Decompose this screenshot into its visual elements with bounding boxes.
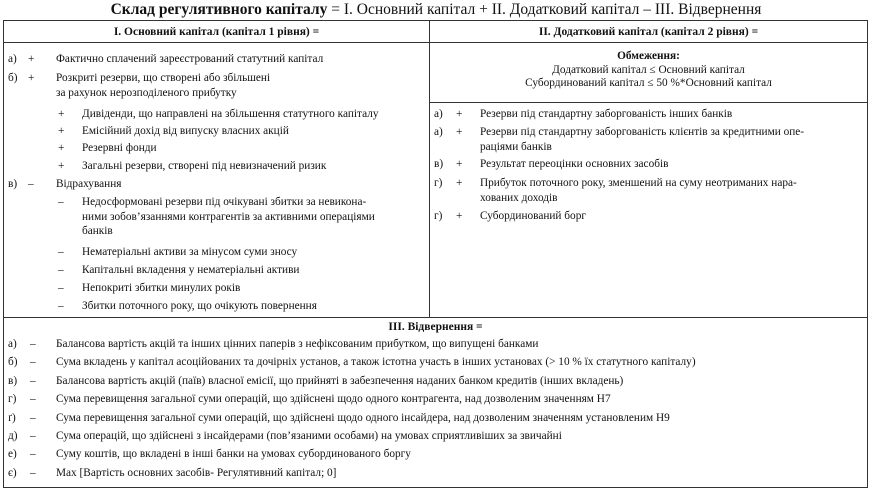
item-text-line: Нематеріальні активи за мінусом суми зносу [82, 246, 298, 258]
item-letter: в) [8, 374, 18, 387]
item-letter: г) [434, 177, 443, 189]
item-letter: г) [434, 210, 443, 222]
limit-line-1: Додатковий капітал ≤ Основний капітал [552, 63, 745, 76]
item-text-line: Прибуток поточного року, зменшений на суму неотриманих нара- [480, 177, 797, 189]
item-text-line: Резерви під стандартну заборгованість інших банків [480, 108, 733, 120]
item-sign: – [28, 178, 34, 190]
item-letter: б) [8, 356, 18, 369]
item-text-line: Капітальні вкладення у нематеріальні активи [82, 264, 300, 276]
item-sign: – [58, 246, 64, 258]
item-text-line: Резервні фонди [82, 142, 157, 154]
section2-header: ІІ. Додатковий капітал (капітал 2 рівня) = [538, 26, 759, 38]
item-text-line: Збитки поточного року, що очікують повернення [82, 300, 317, 312]
item-letter: в) [434, 158, 444, 170]
item-letter: а) [8, 53, 17, 65]
item-sign: + [456, 108, 463, 120]
item-text-line: Розкриті резерви, що створені або збільшені [56, 72, 271, 84]
item-sign: – [30, 374, 36, 387]
item-text: Сума перевищення загальної суми операцій, що здійснені щодо одного контрагента, над дозволеним значенням Н7 [56, 393, 611, 406]
item-sign: + [28, 53, 35, 65]
item-text-line: банків [82, 225, 113, 237]
item-text-line: Резерви під стандартну заборгованість клієнтів за кредитними опе- [480, 126, 805, 138]
title-bold: Склад регулятивного капіталу [110, 1, 328, 18]
item-text-line: Недосформовані резерви під очікувані збитки за невикона- [82, 196, 367, 208]
item-sign: – [58, 196, 64, 208]
item-text-line: за рахунок нерозподіленого прибутку [56, 86, 237, 99]
item-sign: + [456, 177, 463, 189]
item-sign: + [456, 158, 463, 170]
section3-header: ІІІ. Відвернення = [388, 321, 483, 333]
item-letter: ґ) [8, 411, 16, 424]
item-sign: + [456, 126, 463, 138]
limit-line-2: Субординований капітал ≤ 50 %*Основний капітал [525, 77, 772, 89]
item-text: Суму коштів, що вкладені в інші банки на умовах субординованого боргу [56, 448, 411, 461]
item-text-line: Субординований борг [480, 210, 586, 222]
item-letter: б) [8, 72, 18, 84]
item-text-line: ними зобов’язаннями контрагентів за активними операціями [82, 210, 375, 223]
item-text: Балансова вартість акцій (паїв) власної емісії, що прийняті в забезпечення наданих банком кредитів (інших вкладень) [56, 374, 624, 387]
item-sign: + [58, 142, 65, 154]
item-sign: – [30, 338, 36, 350]
item-text-line: Відрахування [56, 178, 122, 190]
item-text-line: Фактично сплачений зареєстрований статутний капітал [56, 53, 324, 65]
item-letter: д) [8, 430, 18, 442]
item-text-line: раціями банків [480, 140, 552, 153]
limits-divider [429, 102, 867, 103]
item-letter: а) [8, 338, 17, 350]
item-text-line: Загальні резерви, створені під невизначений ризик [82, 160, 327, 172]
item-letter: г) [8, 393, 17, 406]
item-sign: – [30, 393, 36, 406]
item-sign: – [30, 430, 36, 442]
item-letter: в) [8, 178, 18, 190]
item-text: Сума перевищення загальної суми операцій, що здійснені щодо одного інсайдера, над дозволеним значенням установленим Н9 [56, 411, 670, 424]
item-letter: а) [434, 108, 443, 120]
item-sign: – [58, 300, 64, 312]
item-sign: – [58, 264, 64, 276]
item-sign: – [30, 448, 36, 461]
item-sign: + [58, 108, 65, 120]
item-text-line: Емісійний дохід від випуску власних акцій [82, 125, 289, 137]
item-sign: – [30, 466, 36, 479]
item-text: Балансова вартість акцій та інших цінних паперів з нефіксованим прибутком, що випущені банками [56, 338, 539, 350]
item-text-line: Дивіденди, що направлені на збільшення статутного капіталу [82, 108, 379, 120]
item-sign: + [58, 125, 65, 137]
item-text-line: Результат переоцінки основних засобів [480, 158, 669, 170]
item-sign: + [58, 160, 65, 172]
limits-title: Обмеження: [617, 50, 680, 62]
limits-block [430, 50, 867, 91]
item-sign: – [30, 411, 36, 424]
section1-header: І. Основний капітал (капітал 1 рівня) = [113, 26, 320, 38]
item-text: Max [Вартість основних засобів- Регулятивний капітал; 0] [56, 466, 337, 479]
item-letter: е) [8, 448, 17, 461]
item-letter: є) [8, 466, 17, 479]
page-title [0, 0, 872, 20]
title-formula: = І. Основний капітал + ІІ. Додатковий капітал – ІІІ. Відвернення [327, 1, 762, 18]
item-sign: – [58, 282, 64, 294]
item-sign: + [28, 72, 35, 84]
item-text: Сума вкладень у капітал асоційованих та дочірніх установ, а також істотна участь в інших установах (> 10 % їх статутного капіталу) [56, 356, 696, 369]
item-text: Сума операцій, що здійснені з інсайдерами (пов’язаними особами) на умовах сприятливіших за звичайні [56, 430, 562, 442]
item-letter: а) [434, 126, 443, 138]
capital-table [3, 20, 868, 488]
item-text-line: хованих доходів [480, 191, 558, 204]
item-text-line: Непокриті збитки минулих років [82, 282, 241, 294]
section3-divider [4, 317, 867, 318]
item-sign: + [456, 210, 463, 222]
item-sign: – [30, 356, 36, 369]
